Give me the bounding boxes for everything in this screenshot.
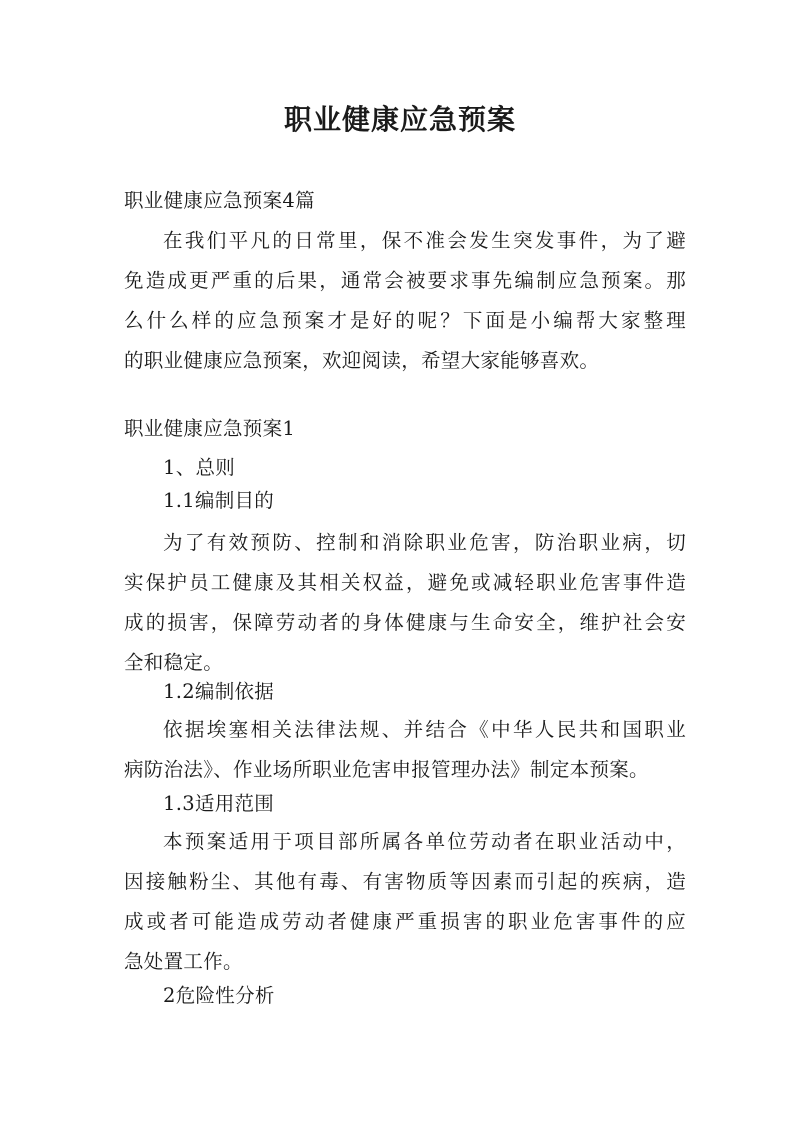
section-1-heading-block [124, 409, 686, 449]
heading-1-2-block [124, 672, 686, 712]
heading-2-block [124, 976, 686, 1016]
intro-paragraph [124, 221, 686, 381]
paragraph-line: 因接触粉尘、其他有毒、有害物质等因素而引起的疾病，造 [124, 870, 686, 893]
paragraph-line: 为了有效预防、控制和消除职业危害，防治职业病，切 [163, 531, 686, 554]
paragraph-line: 成的损害，保障劳动者的身体健康与生命安全，维护社会安 [124, 611, 686, 634]
intro-line: 在我们平凡的日常里，保不准会发生突发事件，为了避 [163, 229, 686, 252]
paragraph-line: 成或者可能造成劳动者健康严重损害的职业危害事件的应 [124, 910, 686, 933]
intro-line: 的职业健康应急预案，欢迎阅读，希望大家能够喜欢。 [124, 349, 600, 372]
heading-1-2: 1.2编制依据 [163, 680, 275, 703]
general-heading: 1、总则 [163, 456, 236, 479]
document-title: 职业健康应急预案 [283, 103, 516, 136]
heading-1-3: 1.3适用范围 [163, 792, 275, 815]
paragraph-line: 依据埃塞相关法律法规、并结合《中华人民共和国职业 [163, 718, 686, 741]
paragraph-1-1 [124, 523, 686, 683]
heading-2: 2危险性分析 [163, 984, 275, 1007]
section-1-heading: 职业健康应急预案1 [124, 417, 296, 440]
heading-1-3-block [124, 784, 686, 824]
intro-line: 免造成更严重的后果，通常会被要求事先编制应急预案。那 [124, 269, 686, 292]
paragraph-line: 急处置工作。 [124, 950, 243, 973]
paragraph-line: 实保护员工健康及其相关权益，避免或减轻职业危害事件造 [124, 571, 686, 594]
intro-line: 么什么样的应急预案才是好的呢？下面是小编帮大家整理 [124, 309, 686, 332]
document-subtitle: 职业健康应急预案4篇 [124, 189, 315, 212]
heading-1-1-block [124, 481, 686, 521]
paragraph-1-3 [124, 822, 686, 982]
paragraph-line: 病防治法》、作业场所职业危害申报管理办法》制定本预案。 [124, 758, 649, 781]
paragraph-line: 本预案适用于项目部所属各单位劳动者在职业活动中， [163, 830, 686, 853]
heading-1-1: 1.1编制目的 [163, 489, 275, 512]
paragraph-1-2 [124, 710, 686, 790]
paragraph-line: 全和稳定。 [124, 651, 224, 674]
document-subtitle-block [124, 181, 686, 221]
